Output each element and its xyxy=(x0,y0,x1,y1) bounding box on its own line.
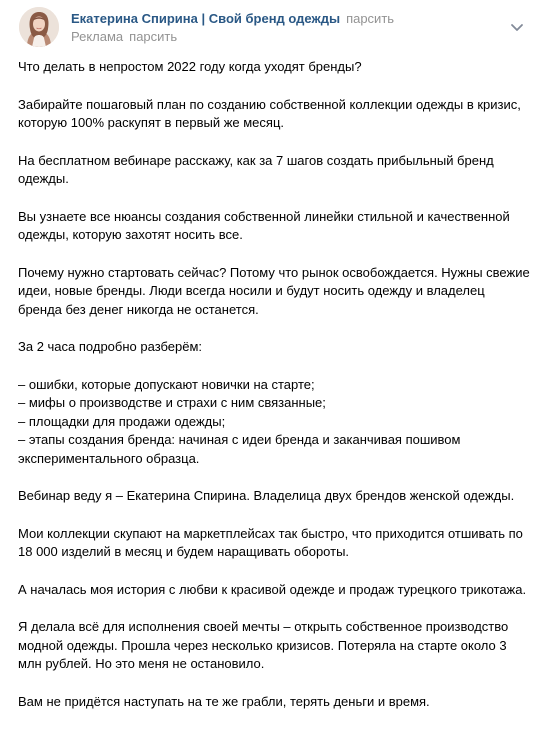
post-paragraph: За 2 часа подробно разберём: xyxy=(18,339,203,354)
post-menu-button[interactable] xyxy=(505,15,529,39)
list-item: – мифы о производстве и страхи с ним связанные; xyxy=(18,395,326,410)
author-name-link[interactable]: Екатерина Спирина | Свой бренд одежды xyxy=(71,11,341,26)
chevron-down-icon xyxy=(505,15,529,39)
post-subline xyxy=(71,29,177,45)
avatar-photo-icon xyxy=(19,7,59,47)
author-line xyxy=(71,11,394,27)
parse-ad-link[interactable]: парсить xyxy=(129,29,178,44)
post-paragraph: Почему нужно стартовать сейчас? Потому что рынок освобождается. Нужны свежие идеи, новые бренды. Люди всегда носили и будут носить одежду и владелец бренда без денег никогда не останется. xyxy=(18,264,530,317)
post-paragraph: Забирайте пошаговый план по созданию собственной коллекции одежды в кризис, которую 100% раскупят в первый же месяц. xyxy=(18,96,521,130)
post-paragraph: Вебинар веду я – Екатерина Спирина. Владелица двух брендов женской одежды. xyxy=(18,488,515,503)
ad-label: Реклама xyxy=(71,29,124,44)
post-paragraph: А началась моя история с любви к красивой одежде и продаж турецкого трикотажа. xyxy=(18,581,527,597)
list-item: – площадки для продажи одежды; xyxy=(18,413,226,429)
post-paragraph: Вы узнаете все нюансы создания собственной линейки стильной и качественной одежды, которую захотят носить все. xyxy=(18,208,510,242)
list-item: – этапы создания бренда: начиная с идеи бренда и заканчивая пошивом экспериментального образца. xyxy=(18,432,461,466)
parse-author-link[interactable]: парсить xyxy=(346,11,395,26)
post-paragraph: Мои коллекции скупают на маркетплейсах так быстро, что приходится отшивать по 18 000 изделий в месяц и будем наращивать обороты. xyxy=(18,525,523,559)
avatar[interactable] xyxy=(19,7,59,47)
post-paragraph: На бесплатном вебинаре расскажу, как за 7 шагов создать прибыльный бренд одежды. xyxy=(18,152,494,186)
bullet-list xyxy=(18,376,530,469)
post-text xyxy=(18,58,530,730)
post-paragraph: Я делала всё для исполнения своей мечты – открыть собственное производство модной одежды. Прошла через несколько кризисов. Потеряла на старте около 3 млн рублей. Но это меня не остановило. xyxy=(18,619,509,671)
list-item: – ошибки, которые допускают новички на старте; xyxy=(18,376,315,392)
post-header xyxy=(19,5,529,49)
post-paragraph: Вам не придётся наступать на те же грабли, терять деньги и время. xyxy=(18,693,430,709)
post-paragraph: Что делать в непростом 2022 году когда уходят бренды? xyxy=(18,59,362,74)
